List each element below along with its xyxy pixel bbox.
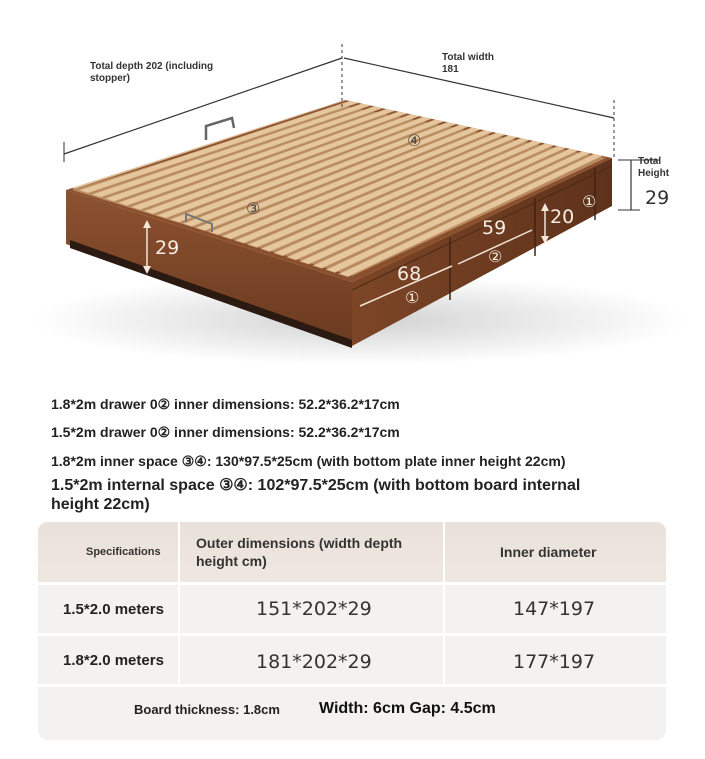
spec-table [38, 522, 666, 740]
col-divider [178, 522, 180, 584]
header-inner-diameter: Inner diameter [500, 544, 597, 560]
spec-line-3: 1.8*2m inner space ③④: 130*97.5*25cm (with bottom plate inner height 22cm) [51, 453, 566, 469]
drawer-marker-1: ① [582, 192, 597, 211]
frame-height-value: 29 [155, 237, 180, 259]
drawer-length-value-2: 59 [482, 217, 507, 239]
header-outer-dimensions: Outer dimensions (width depth height cm) [196, 535, 403, 569]
row-1-inner: 147*197 [513, 598, 596, 620]
drawer-length-value-1: 68 [397, 263, 422, 285]
row-2-outer: 181*202*29 [256, 651, 372, 673]
drawer-marker-1b: ① [405, 288, 420, 307]
inner-space-marker-3: ③ [246, 199, 261, 218]
spec-line-2: 1.5*2m drawer 0② inner dimensions: 52.2*36.2*17cm [51, 424, 400, 440]
header-specifications: Specifications [86, 546, 161, 558]
footer-width-gap: Width: 6cm Gap: 4.5cm [319, 700, 496, 717]
total-height-value: 29 [645, 187, 670, 209]
spec-line-4: 1.5*2m internal space ③④: 102*97.5*25cm (with bottom board internal height 22cm) [51, 477, 581, 513]
row-2-inner: 177*197 [513, 651, 596, 673]
total-width-label: Total width 181 [442, 52, 495, 75]
footer-board-thickness: Board thickness: 1.8cm [134, 701, 280, 717]
inner-space-marker-4: ④ [407, 131, 422, 150]
row-1-outer: 151*202*29 [256, 598, 372, 620]
drawer-marker-2: ② [488, 247, 503, 266]
lift-handle-icon [206, 118, 234, 140]
drawer-height-value: 20 [550, 206, 575, 228]
total-depth-label: Total depth 202 (including stopper) [90, 61, 214, 84]
col-divider [443, 522, 445, 686]
spec-line-1: 1.8*2m drawer 0② inner dimensions: 52.2*36.2*17cm [51, 396, 400, 412]
total-height-label: Total Height [638, 156, 670, 179]
row-1-spec: 1.5*2.0 meters [63, 600, 164, 618]
row-2-spec: 1.8*2.0 meters [63, 651, 164, 669]
